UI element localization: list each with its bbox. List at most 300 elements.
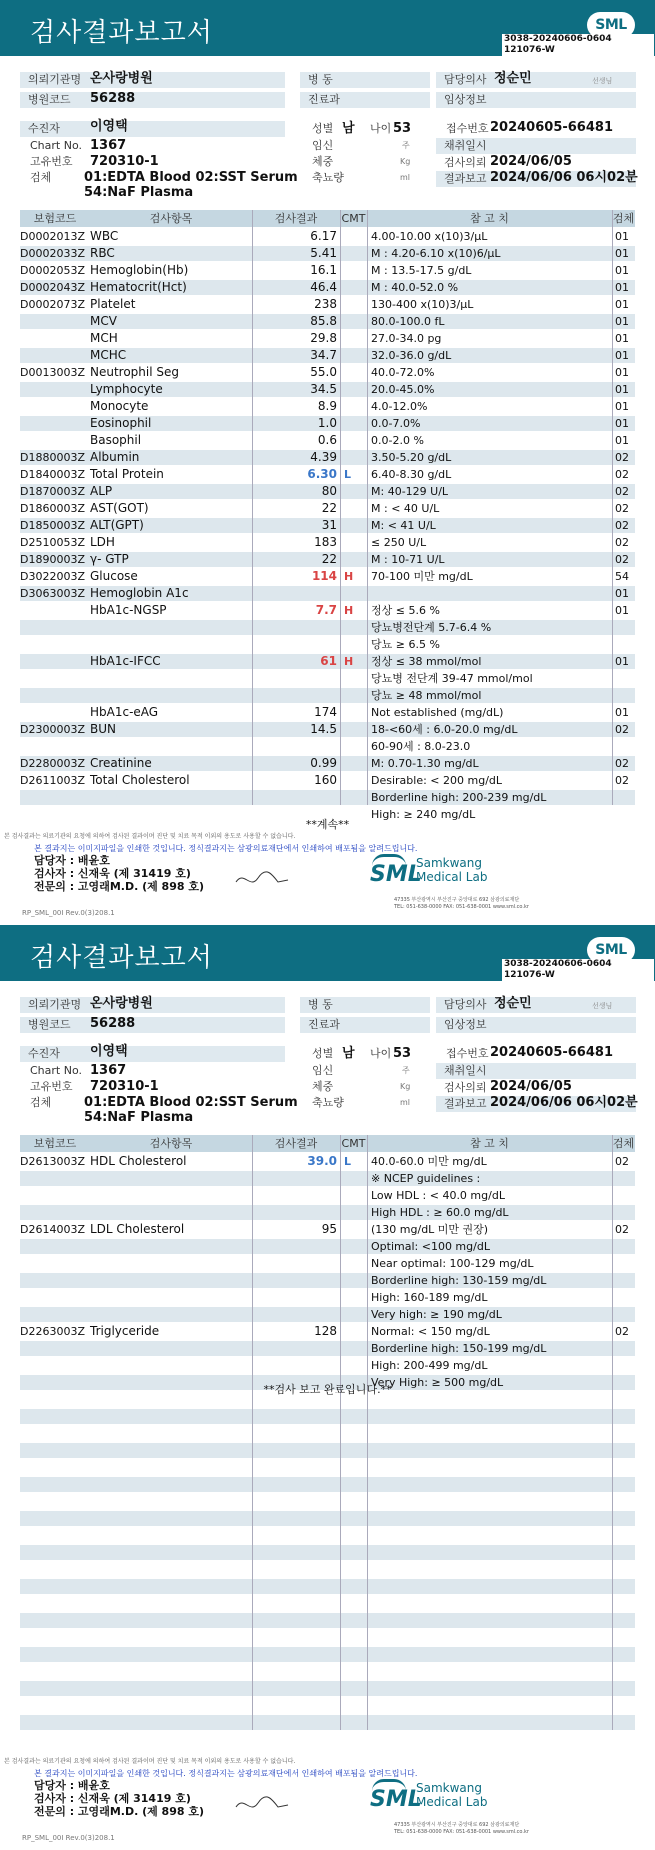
table-row <box>20 1289 635 1306</box>
table-row <box>20 789 635 806</box>
table-row <box>20 551 635 568</box>
receipt-no-value: 20240605-66481 <box>490 120 613 135</box>
insurance-code: D0002013Z <box>20 230 85 243</box>
test-result: 160 <box>314 773 337 787</box>
table-row <box>20 500 635 517</box>
clinical-info-label: 임상정보 <box>436 1017 636 1033</box>
header-lab: 검체 <box>612 1137 635 1150</box>
reference-range: High: 200-499 mg/dL <box>371 1359 488 1372</box>
test-result: 8.9 <box>317 399 337 413</box>
specimen-code: 01 <box>615 417 629 430</box>
test-item: Lymphocyte <box>90 382 163 396</box>
test-item: ALP <box>90 484 113 498</box>
reference-range: 18-<60세 : 6.0-20.0 mg/dL <box>371 723 518 736</box>
test-item: MCV <box>90 314 117 328</box>
specimen-code: 01 <box>615 349 629 362</box>
specimen-value-2: 54:NaF Plasma <box>84 1110 194 1125</box>
test-item: HbA1c-IFCC <box>90 654 161 668</box>
reference-range: 32.0-36.0 g/dL <box>371 349 452 362</box>
row-stripe <box>20 1613 635 1628</box>
test-item: LDH <box>90 535 115 549</box>
table-row <box>20 721 635 738</box>
signature-icon <box>232 868 292 892</box>
reference-range: 3.50-5.20 g/dL <box>371 451 452 464</box>
institution-value: 온사랑병원 <box>90 71 153 86</box>
insurance-code: D2614003Z <box>20 1223 85 1236</box>
specimen-code: 02 <box>615 536 629 549</box>
test-item: BUN <box>90 722 116 736</box>
insurance-code: D2611003Z <box>20 774 85 787</box>
footer-print-notice: 본 결과지는 이미지파일을 인쇄한 것입니다. 정식결과지는 삼광의료재단에서 인쇄하여 배포됨을 알려드립니다. <box>34 844 418 853</box>
table-row <box>20 466 635 483</box>
reference-range: 60-90세 : 8.0-23.0 <box>371 740 471 753</box>
reference-range: 당뇨 ≥ 48 mmol/mol <box>371 689 482 702</box>
receipt-no-value: 20240605-66481 <box>490 1045 613 1060</box>
lab-name-line2: Medical Lab <box>416 1795 488 1809</box>
table-row <box>20 228 635 245</box>
header-result: 검사결과 <box>274 212 318 225</box>
table-row <box>20 1204 635 1221</box>
unique-no-value: 720310-1 <box>90 1079 159 1094</box>
completed-note: **검사 보고 완료입니다.** <box>263 1383 392 1396</box>
reference-range: 당뇨병전단계 5.7-6.4 % <box>371 621 492 634</box>
reference-range: 당뇨병 전단계 39-47 mmol/mol <box>371 672 533 685</box>
table-row <box>20 398 635 415</box>
test-item: Hemoglobin A1c <box>90 586 189 600</box>
doctor-label: 담당의사 <box>436 997 636 1013</box>
table-row <box>20 1255 635 1272</box>
header-result: 검사결과 <box>274 1137 318 1150</box>
sex-value: 남 <box>342 121 355 136</box>
header-item: 검사항목 <box>149 1137 193 1150</box>
chart-no-value: 1367 <box>90 138 127 153</box>
collected-label: 채취일시 <box>436 1063 636 1079</box>
reference-range: 70-100 미만 mg/dL <box>371 570 473 583</box>
test-item: RBC <box>90 246 115 260</box>
test-result: 55.0 <box>310 365 337 379</box>
reference-range: 40.0-72.0% <box>371 366 435 379</box>
lab-name-line1: Samkwang <box>416 1781 482 1795</box>
insurance-code: D1840003Z <box>20 468 85 481</box>
weight-unit: Kg <box>400 1082 411 1091</box>
test-result: 1.0 <box>317 416 337 430</box>
column-divider <box>340 210 341 805</box>
table-row <box>20 279 635 296</box>
person-in-charge: 담당자 : 배윤호 <box>34 1779 110 1792</box>
result-flag: L <box>344 468 352 481</box>
test-result: 46.4 <box>310 280 337 294</box>
column-divider <box>612 1135 613 1730</box>
table-row <box>20 619 635 636</box>
table-row <box>20 1221 635 1238</box>
hospital-code-value: 56288 <box>90 91 136 106</box>
row-stripe <box>20 1715 635 1730</box>
table-row <box>20 1153 635 1170</box>
specimen-code: 01 <box>615 247 629 260</box>
specimen-code: 54 <box>615 570 629 583</box>
specimen-code: 01 <box>615 434 629 447</box>
examiner: 검사자 : 신재욱 (제 31419 호) <box>34 867 191 880</box>
reference-range: Not established (mg/dL) <box>371 706 504 719</box>
reported-label: 결과보고 <box>436 171 636 187</box>
age-value: 53 <box>393 121 412 136</box>
weight-label: 체중 <box>312 155 334 168</box>
insurance-code: D0002033Z <box>20 247 85 260</box>
reference-range: High: 160-189 mg/dL <box>371 1291 488 1304</box>
requested-value: 2024/06/05 <box>490 154 572 169</box>
table-header <box>20 210 635 227</box>
test-item: Eosinophil <box>90 416 152 430</box>
reference-range: 6.40-8.30 g/dL <box>371 468 452 481</box>
table-row <box>20 330 635 347</box>
table-row <box>20 1323 635 1340</box>
test-item: Triglyceride <box>90 1324 160 1338</box>
department-label: 진료과 <box>300 92 430 108</box>
test-item: HDL Cholesterol <box>90 1154 187 1168</box>
lab-contact: TEL: 051-638-0000 FAX: 051-638-0001 www.sml.co.kr <box>394 1829 529 1835</box>
chart-no-label: Chart No. <box>30 139 82 152</box>
patient-label: 수진자 <box>20 1046 285 1062</box>
table-row <box>20 262 635 279</box>
reference-range: Very High: ≥ 500 mg/dL <box>371 1376 504 1389</box>
table-row <box>20 1306 635 1323</box>
chart-no-value: 1367 <box>90 1063 127 1078</box>
reference-range: High: ≥ 240 mg/dL <box>371 808 476 821</box>
test-item: MCH <box>90 331 118 345</box>
specialist: 전문의 : 고영래M.D. (제 898 호) <box>34 880 205 893</box>
specimen-code: 01 <box>615 587 629 600</box>
insurance-code: D0002053Z <box>20 264 85 277</box>
footer-disclaimer: 본 검사결과는 의료기관의 요청에 의하여 검사된 결과이며 진단 및 치료 목적 이외의 용도로 사용할 수 없습니다. <box>4 1758 296 1765</box>
test-item: HbA1c-eAG <box>90 705 159 719</box>
test-item: Total Protein <box>90 467 164 481</box>
lab-address: 47335 부산광역시 부산진구 중앙대로 692 삼광의료재단 <box>394 1822 520 1828</box>
clinical-info-label: 임상정보 <box>436 92 636 108</box>
specimen-code: 02 <box>615 757 629 770</box>
specimen-code: 01 <box>615 655 629 668</box>
report-title: 검사결과보고서 <box>30 943 213 973</box>
logo-sml-text: SML <box>370 862 422 887</box>
test-result: 0.6 <box>317 433 337 447</box>
table-row <box>20 670 635 687</box>
table-row <box>20 1357 635 1374</box>
test-result: 183 <box>314 535 337 549</box>
chart-no-label: Chart No. <box>30 1064 82 1077</box>
requested-value: 2024/06/05 <box>490 1079 572 1094</box>
unique-no-value: 720310-1 <box>90 154 159 169</box>
reference-range: Desirable: < 200 mg/dL <box>371 774 503 787</box>
reference-range: Optimal: <100 mg/dL <box>371 1240 490 1253</box>
samkwang-logo <box>370 1779 510 1819</box>
doctor-label: 담당의사 <box>436 72 636 88</box>
institution-label: 의뢰기관명 <box>20 997 285 1013</box>
specimen-code: 01 <box>615 230 629 243</box>
insurance-code: D1880003Z <box>20 451 85 464</box>
patient-value: 이영택 <box>90 1044 128 1059</box>
reference-range: Low HDL : < 40.0 mg/dL <box>371 1189 505 1202</box>
specimen-code: 01 <box>615 400 629 413</box>
specimen-code: 02 <box>615 774 629 787</box>
insurance-code: D2300003Z <box>20 723 85 736</box>
table-row <box>20 381 635 398</box>
sex-value: 남 <box>342 1046 355 1061</box>
specimen-label: 검체 <box>30 1096 52 1109</box>
test-item: Total Cholesterol <box>90 773 190 787</box>
specimen-code: 01 <box>615 298 629 311</box>
table-row <box>20 415 635 432</box>
specimen-code: 02 <box>615 468 629 481</box>
test-result: 6.30 <box>307 467 337 481</box>
test-result: 16.1 <box>310 263 337 277</box>
insurance-code: D2613003Z <box>20 1155 85 1168</box>
result-flag: H <box>344 655 354 668</box>
report-page-2 <box>0 925 655 1850</box>
age-label: 나이 <box>370 1047 392 1060</box>
table-row <box>20 364 635 381</box>
test-item: Platelet <box>90 297 136 311</box>
column-divider <box>252 1135 253 1730</box>
test-result: 0.99 <box>310 756 337 770</box>
form-code: RP_SML_00I Rev.0(3)208.1 <box>22 909 115 917</box>
signature-icon <box>232 1793 292 1817</box>
test-item: Monocyte <box>90 399 149 413</box>
test-item: Hemoglobin(Hb) <box>90 263 189 277</box>
header-item: 검사항목 <box>149 212 193 225</box>
reported-value: 2024/06/06 06시02분 <box>490 170 638 185</box>
test-item: HbA1c-NGSP <box>90 603 167 617</box>
insurance-code: D0002043Z <box>20 281 85 294</box>
specialist: 전문의 : 고영래M.D. (제 898 호) <box>34 1805 205 1818</box>
insurance-code: D1890003Z <box>20 553 85 566</box>
test-result: 4.39 <box>310 450 337 464</box>
doctor-value: 정순민 <box>494 71 532 86</box>
table-row <box>20 1170 635 1187</box>
specimen-code: 02 <box>615 519 629 532</box>
institution-label: 의뢰기관명 <box>20 72 285 88</box>
pregnancy-unit: 주 <box>402 1066 410 1075</box>
test-result: 22 <box>321 501 337 515</box>
table-row <box>20 738 635 755</box>
reference-range: 4.00-10.00 x(10)3/μL <box>371 230 488 243</box>
reference-range: M : 10-71 U/L <box>371 553 445 566</box>
table-row <box>20 1187 635 1204</box>
sex-label: 성별 <box>312 122 334 135</box>
examiner: 검사자 : 신재욱 (제 31419 호) <box>34 1792 191 1805</box>
pregnancy-label: 임신 <box>312 139 334 152</box>
table-row <box>20 1340 635 1357</box>
test-result: 6.17 <box>310 229 337 243</box>
samkwang-logo <box>370 854 510 894</box>
test-result: 39.0 <box>307 1154 337 1168</box>
test-result: 114 <box>311 569 337 583</box>
receipt-no-label: 접수번호 <box>446 1047 489 1060</box>
row-stripe <box>20 1443 635 1458</box>
table-row <box>20 534 635 551</box>
reference-range: ※ NCEP guidelines : <box>371 1172 481 1185</box>
sml-logo-icon: SML <box>587 937 635 963</box>
reference-range: M : 40.0-52.0 % <box>371 281 459 294</box>
header-code: 보험코드 <box>33 212 77 225</box>
specimen-code: 01 <box>615 332 629 345</box>
table-row <box>20 483 635 500</box>
column-divider <box>367 1135 368 1730</box>
insurance-code: D1850003Z <box>20 519 85 532</box>
test-item: MCHC <box>90 348 127 362</box>
ward-label: 병 동 <box>300 997 430 1013</box>
reference-range: M : 4.20-6.10 x(10)6/μL <box>371 247 501 260</box>
table-row <box>20 636 635 653</box>
table-row <box>20 296 635 313</box>
test-result: 34.7 <box>310 348 337 362</box>
column-divider <box>340 1135 341 1730</box>
report-number-line2: 121076-W <box>504 45 555 55</box>
lab-name <box>416 1781 487 1809</box>
reference-range: M: 0.70-1.30 mg/dL <box>371 757 479 770</box>
table-row <box>20 1238 635 1255</box>
urine-unit: ml <box>400 173 411 182</box>
reported-value: 2024/06/06 06시02분 <box>490 1095 638 1110</box>
pregnancy-unit: 주 <box>402 141 410 150</box>
reported-label: 결과보고 <box>436 1096 636 1112</box>
results-table-page1 <box>20 210 635 821</box>
insurance-code: D0002073Z <box>20 298 85 311</box>
ward-label: 병 동 <box>300 72 430 88</box>
lab-name-line2: Medical Lab <box>416 870 488 884</box>
test-item: Basophil <box>90 433 142 447</box>
insurance-code: D3022003Z <box>20 570 85 583</box>
specimen-code: 02 <box>615 485 629 498</box>
test-result: 80 <box>321 484 337 498</box>
test-result: 29.8 <box>310 331 337 345</box>
test-result: 7.7 <box>315 603 337 617</box>
report-number-line2: 121076-W <box>504 970 555 980</box>
results-table-page2 <box>20 1135 635 1730</box>
test-item: Creatinine <box>90 756 152 770</box>
column-divider <box>367 210 368 805</box>
table-row <box>20 704 635 721</box>
reference-range: M: 40-129 U/L <box>371 485 449 498</box>
table-row <box>20 755 635 772</box>
institution-value: 온사랑병원 <box>90 996 153 1011</box>
table-header <box>20 1135 635 1152</box>
reference-range: 40.0-60.0 미만 mg/dL <box>371 1155 487 1168</box>
reference-range: 정상 ≤ 5.6 % <box>371 604 440 617</box>
header-code: 보험코드 <box>33 1137 77 1150</box>
table-row <box>20 517 635 534</box>
test-item: Albumin <box>90 450 140 464</box>
person-in-charge: 담당자 : 배윤호 <box>34 854 110 867</box>
header-ref: 참 고 치 <box>470 1137 509 1150</box>
specimen-code: 02 <box>615 553 629 566</box>
row-stripe <box>20 1511 635 1526</box>
reference-range: 정상 ≤ 38 mmol/mol <box>371 655 482 668</box>
reference-range: Near optimal: 100-129 mg/dL <box>371 1257 534 1270</box>
specimen-label: 검체 <box>30 171 52 184</box>
row-stripe <box>20 1409 635 1424</box>
reference-range: 27.0-34.0 pg <box>371 332 442 345</box>
logo-sml-text: SML <box>370 1787 422 1812</box>
reference-range: M: < 41 U/L <box>371 519 436 532</box>
table-row <box>20 653 635 670</box>
table-row <box>20 449 635 466</box>
insurance-code: D1860003Z <box>20 502 85 515</box>
report-number <box>502 34 654 56</box>
specimen-code: 01 <box>615 366 629 379</box>
lab-address: 47335 부산광역시 부산진구 중앙대로 692 삼광의료재단 <box>394 897 520 903</box>
insurance-code: D2510053Z <box>20 536 85 549</box>
reference-range: M : < 40 U/L <box>371 502 440 515</box>
test-item: γ- GTP <box>90 552 129 566</box>
test-result: 5.41 <box>310 246 337 260</box>
specimen-code: 01 <box>615 315 629 328</box>
row-stripe <box>20 1579 635 1594</box>
department-label: 진료과 <box>300 1017 430 1033</box>
test-result: 85.8 <box>310 314 337 328</box>
requested-label: 검사의뢰 <box>444 156 487 169</box>
lab-name <box>416 856 487 884</box>
insurance-code: D0013003Z <box>20 366 85 379</box>
continued-note: **계속** <box>305 818 350 831</box>
specimen-code: 02 <box>615 1155 629 1168</box>
sml-logo-icon: SML <box>587 12 635 38</box>
weight-label: 체중 <box>312 1080 334 1093</box>
header-lab: 검체 <box>612 212 635 225</box>
unique-no-label: 고유번호 <box>30 155 73 168</box>
header-ref: 참 고 치 <box>470 212 509 225</box>
specimen-code: 02 <box>615 502 629 515</box>
row-stripe <box>20 1681 635 1696</box>
urine-label: 축뇨량 <box>312 171 344 184</box>
test-item: Glucose <box>90 569 138 583</box>
specimen-code: 02 <box>615 1223 629 1236</box>
row-stripe <box>20 1545 635 1560</box>
test-result: 61 <box>320 654 337 668</box>
footer-disclaimer: 본 검사결과는 의료기관의 요청에 의하여 검사된 결과이며 진단 및 치료 목적 이외의 용도로 사용할 수 없습니다. <box>4 833 296 840</box>
requested-label: 검사의뢰 <box>444 1081 487 1094</box>
reference-range: ≤ 250 U/L <box>371 536 427 549</box>
test-item: AST(GOT) <box>90 501 149 515</box>
header-cmt: CMT <box>341 1137 366 1150</box>
table-row <box>20 772 635 789</box>
pregnancy-label: 임신 <box>312 1064 334 1077</box>
result-flag: H <box>344 604 354 617</box>
lab-name-line1: Samkwang <box>416 856 482 870</box>
hospital-code-label: 병원코드 <box>20 92 285 108</box>
specimen-code: 01 <box>615 383 629 396</box>
doctor-value: 정순민 <box>494 996 532 1011</box>
specimen-value-1: 01:EDTA Blood 02:SST Serum <box>84 170 298 185</box>
patient-label: 수진자 <box>20 121 285 137</box>
hospital-code-value: 56288 <box>90 1016 136 1031</box>
specimen-value-1: 01:EDTA Blood 02:SST Serum <box>84 1095 298 1110</box>
row-stripe <box>20 1477 635 1492</box>
doctor-suffix: 선생님 <box>592 77 613 85</box>
test-result: 174 <box>314 705 337 719</box>
test-item: WBC <box>90 229 119 243</box>
table-row <box>20 585 635 602</box>
receipt-no-label: 접수번호 <box>446 122 489 135</box>
table-row <box>20 687 635 704</box>
specimen-code: 02 <box>615 1325 629 1338</box>
table-row <box>20 432 635 449</box>
insurance-code: D2263003Z <box>20 1325 85 1338</box>
hospital-code-label: 병원코드 <box>20 1017 285 1033</box>
reference-range: Borderline high: 200-239 mg/dL <box>371 791 547 804</box>
reference-range: Normal: < 150 mg/dL <box>371 1325 490 1338</box>
urine-unit: ml <box>400 1098 411 1107</box>
age-value: 53 <box>393 1046 412 1061</box>
age-label: 나이 <box>370 122 392 135</box>
